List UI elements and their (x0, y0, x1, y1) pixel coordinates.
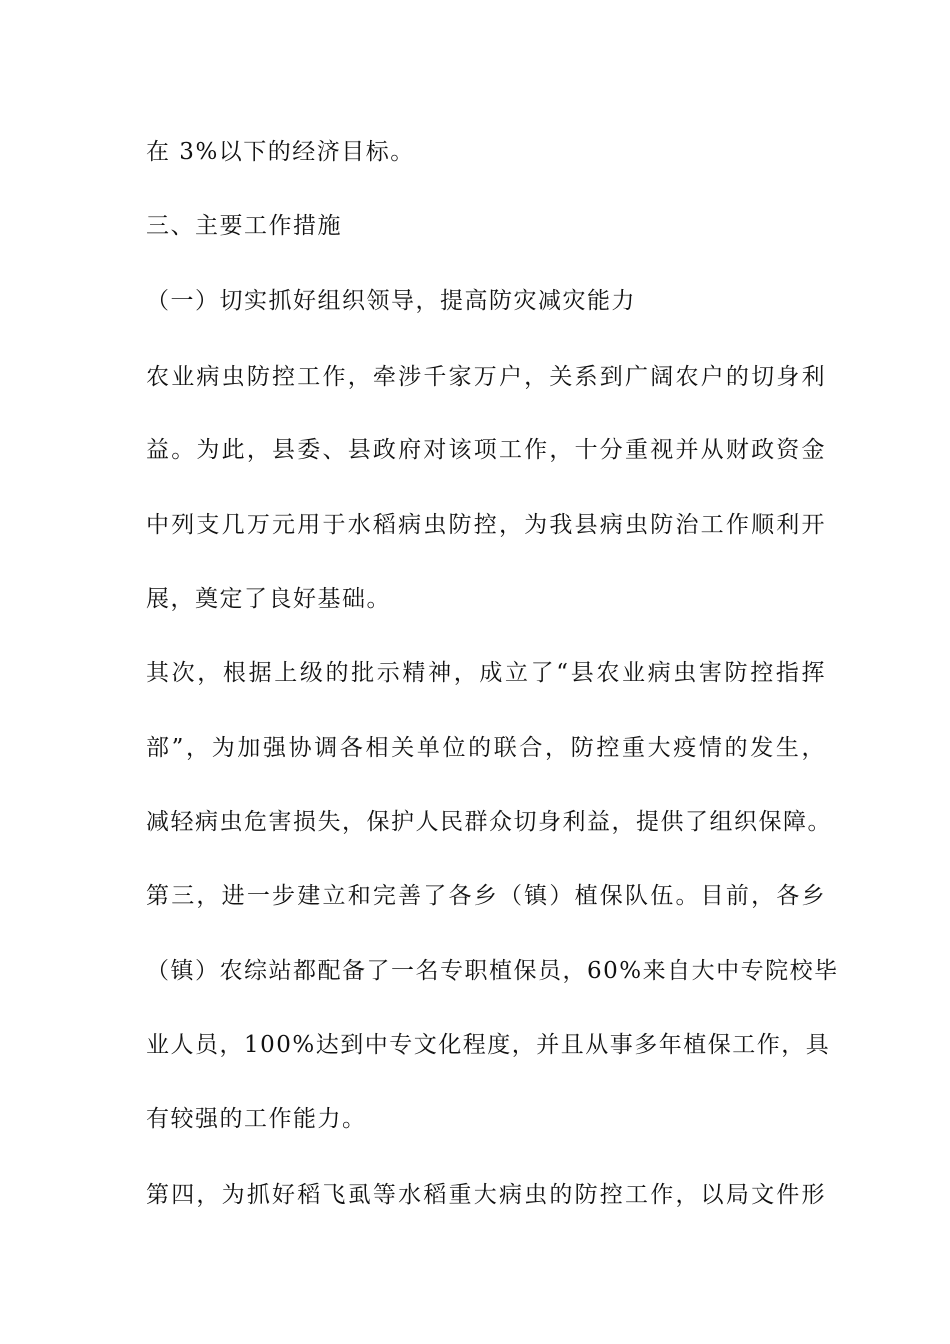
subsection-heading: （一）切实抓好组织领导，提高防灾减灾能力 (146, 288, 636, 314)
text-line-11: 第三，进一步建立和完善了各乡（镇）植保队伍。目前，各乡 (146, 883, 826, 909)
text-line-1: 在 3%以下的经济目标。 (146, 139, 415, 165)
text-line-12: （镇）农综站都配备了一名专职植保员，60%来自大中专院校毕 (146, 958, 839, 984)
text-line-4: 农业病虫防控工作，牵涉千家万户，关系到广阔农户的切身利 (146, 364, 826, 390)
text-line-9: 部”，为加强协调各相关单位的联合，防控重大疫情的发生， (146, 735, 826, 761)
text-line-13: 业人员，100%达到中专文化程度，并且从事多年植保工作，具 (146, 1032, 831, 1058)
text-line-14: 有较强的工作能力。 (146, 1106, 367, 1132)
text-line-8: 其次，根据上级的批示精神，成立了“县农业病虫害防控指挥 (146, 660, 826, 686)
text-line-7: 展，奠定了良好基础。 (146, 586, 391, 612)
text-line-15: 第四，为抓好稻飞虱等水稻重大病虫的防控工作，以局文件形 (146, 1182, 826, 1208)
text-line-6: 中列支几万元用于水稻病虫防控，为我县病虫防治工作顺利开 (146, 512, 826, 538)
section-heading: 三、主要工作措施 (146, 213, 342, 239)
text-line-5: 益。为此，县委、县政府对该项工作，十分重视并从财政资金 (146, 437, 826, 463)
text-line-10: 减轻病虫危害损失，保护人民群众切身利益，提供了组织保障。 (146, 809, 832, 835)
